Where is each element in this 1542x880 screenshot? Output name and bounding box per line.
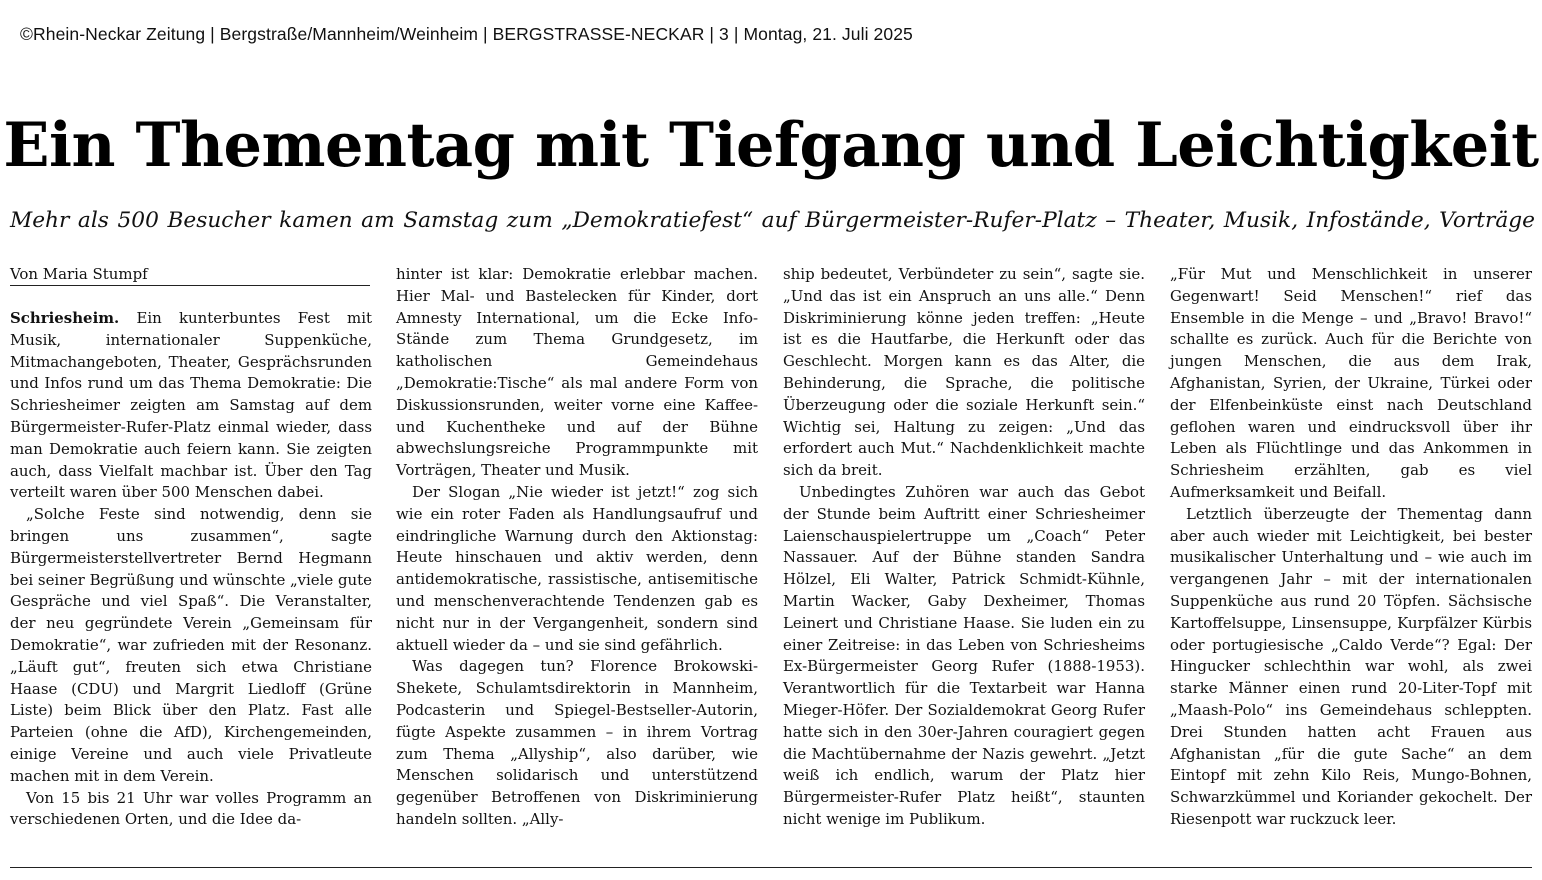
article-paragraph	[10, 308, 372, 504]
article-paragraph: hinter ist klar: Demokratie erlebbar machen. Hier Mal- und Bastelecken für Kinder, dort Amnesty International, um die Ecke Info-Stände zum Thema Grundgesetz, im katholischen Gemeindehaus „Demokratie:Tische“ als mal andere Form von Diskussionsrunden, weiter vorne eine Kaffee- und Kuchentheke und auf der Bühne abwechslungsreiche Programmpunkte mit Vorträgen, Theater und Musik.	[396, 265, 758, 480]
bottom-rule	[10, 867, 1532, 868]
article-column-1	[10, 264, 372, 831]
article-paragraph: „Für Mut und Menschlichkeit in unserer Gegenwart! Seid Menschen!“ rief das Ensemble in die Menge – und „Bravo! Bravo!“ schallte es zurück. Auch für die Berichte von jungen Menschen, die aus dem Irak, Afghanistan, Syrien, der Ukraine, Türkei oder der Elfenbeinküste einst nach Deutschland geflohen waren und eindrucksvoll über ihr Leben als Flüchtlinge und das Ankommen in Schriesheim erzählten, gab es viel Aufmerksamkeit und Beifall.	[1170, 265, 1532, 501]
article-paragraph: Was dagegen tun? Florence Brokowski-Shekete, Schulamtsdirektorin in Mannheim, Podcasterin und Spiegel-Bestseller-Autorin, fügte Aspekte zusammen – in ihrem Vortrag zum Thema „Allyship“, also darüber, wie Menschen solidarisch und unterstützend gegenüber Betroffenen von Diskriminierung handeln sollten. „Ally-	[396, 657, 758, 828]
dateline: Schriesheim.	[10, 309, 120, 327]
article-column-2	[396, 264, 758, 831]
article-column-3	[783, 264, 1145, 831]
source-line: ©Rhein-Neckar Zeitung | Bergstraße/Mannheim/Weinheim | BERGSTRASSE-NECKAR | 3 | Montag, 21. Juli 2025	[20, 24, 913, 44]
paragraph-text: Ein kunterbuntes Fest mit Musik, internationaler Suppenküche, Mitmachangeboten, Theater, Gesprächsrunden und Infos rund um das Thema Demokratie: Die Schriesheimer zeigten am Samstag auf dem Bürgermeister-Rufer-Platz einmal wieder, dass man Demokratie auch feiern kann. Sie zeigten auch, dass Vielfalt machbar ist. Über den Tag verteilt waren über 500 Menschen dabei.	[10, 309, 372, 502]
article-paragraph: Unbedingtes Zuhören war auch das Gebot der Stunde beim Auftritt einer Schriesheimer Laienschauspielertruppe um „Coach“ Peter Nassauer. Auf der Bühne standen Sandra Hölzel, Eli Walter, Patrick Schmidt-Kühnle, Martin Wacker, Gaby Dexheimer, Thomas Leinert und Christiane Haase. Sie luden ein zu einer Zeitreise: in das Leben von Schriesheims Ex-Bürgermeister Georg Rufer (1888-1953). Verantwortlich für die Textarbeit war Hanna Mieger-Höfer. Der Sozialdemokrat Georg Rufer hatte sich in den 30er-Jahren couragiert gegen die Machtübernahme der Nazis gewehrt. „Jetzt weiß ich endlich, warum der Platz hier Bürgermeister-Rufer Platz heißt“, staunten nicht wenige im Publikum.	[783, 482, 1145, 828]
article-paragraph: „Solche Feste sind notwendig, denn sie bringen uns zusammen“, sagte Bürgermeisterstellvertreter Bernd Hegmann bei seiner Begrüßung und wünschte „viele gute Gespräche und viel Spaß“. Die Veranstalter, der neu gegründete Verein „Gemeinsam für Demokratie“, war zufrieden mit der Resonanz. „Läuft gut“, freuten sich etwa Christiane Haase (CDU) und Margrit Liedloff (Grüne Liste) beim Blick über den Platz. Fast alle Parteien (ohne die AfD), Kirchengemeinden, einige Vereine und auch viele Privatleute machen mit in dem Verein.	[10, 505, 372, 785]
byline: Von Maria Stumpf	[10, 264, 370, 286]
article-column-4	[1170, 264, 1532, 831]
article-paragraph: Von 15 bis 21 Uhr war volles Programm an verschiedenen Orten, und die Idee da-	[10, 788, 372, 829]
article-paragraph: Letztlich überzeugte der Thementag dann aber auch wieder mit Leichtigkeit, bei bester musikalischer Unterhaltung und – wie auch im vergangenen Jahr – mit der internationalen Suppenküche aus rund 20 Töpfen. Sächsische Kartoffelsuppe, Linsensuppe, Kurpfälzer Kürbis oder portugiesische „Caldo Verde“? Egal: Der Hingucker schlechthin war wohl, als zwei starke Männer einen rund 20-Liter-Topf mit „Maash-Polo“ ins Gemeindehaus schleppten. Drei Stunden hatten acht Frauen aus Afghanistan „für die gute Sache“ an dem Eintopf mit zehn Kilo Reis, Mungo-Bohnen, Schwarzkümmel und Koriander gekochelt. Der Riesenpott war ruckzuck leer.	[1170, 504, 1532, 828]
article-paragraph: ship bedeutet, Verbündeter zu sein“, sagte sie. „Und das ist ein Anspruch an uns alle.“ Denn Diskriminierung könne jeden treffen: „Heute ist es die Hautfarbe, die Herkunft oder das Geschlecht. Morgen kann es das Alter, die Behinderung, die Sprache, die politische Überzeugung oder die soziale Herkunft sein.“ Wichtig sei, Haltung zu zeigen: „Und das erfordert auch Mut.“ Nachdenklichkeit machte sich da breit.	[783, 265, 1145, 480]
headline: Ein Thementag mit Tiefgang und Leichtigkeit	[3, 110, 1539, 181]
subheadline: Mehr als 500 Besucher kamen am Samstag zum „Demokratiefest“ auf Bürgermeister-Rufer-Platz – Theater, Musik, Infostände, Vorträge	[10, 208, 1535, 233]
article-paragraph: Der Slogan „Nie wieder ist jetzt!“ zog sich wie ein roter Faden als Handlungsaufruf und eindringliche Warnung durch den Aktionstag: Heute hinschauen und aktiv werden, denn antidemokratische, rassistische, antisemitische und menschenverachtende Tendenzen gab es nicht nur in der Vergangenheit, sondern sind aktuell wieder da – und sie sind gefährlich.	[396, 482, 758, 654]
